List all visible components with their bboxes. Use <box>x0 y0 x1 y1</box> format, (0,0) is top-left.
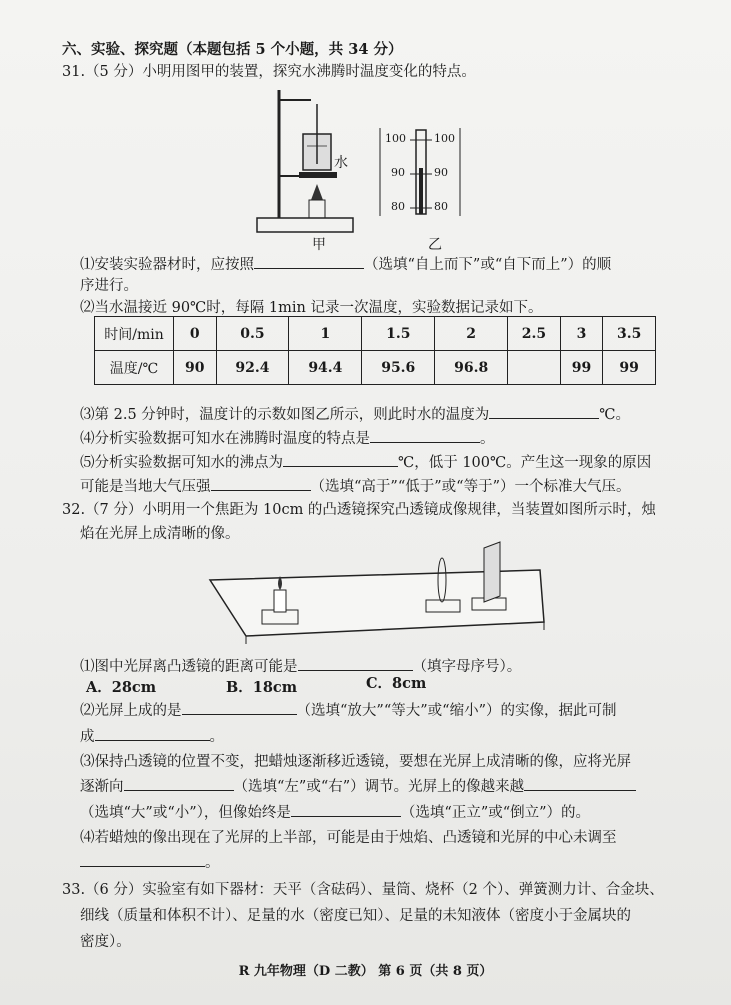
q31-p5: ⑸分析实验数据可知水的沸点为 ℃，低于 100℃。产生这一现象的原因 <box>80 452 651 473</box>
table-row-time: 时间/min 0 0.5 1 1.5 2 2.5 3 3.5 <box>95 317 656 351</box>
q31-p5-cont: 可能是当地大气压强 （选填“高于”“低于”或“等于”）一个标准大气压。 <box>80 476 630 497</box>
q32-p2-cont: 成 。 <box>80 726 224 747</box>
q32-p2-blank1[interactable] <box>182 700 297 715</box>
therm-tick-90-right: 90 <box>434 166 448 179</box>
q31-p5-blank2[interactable] <box>211 476 311 491</box>
q32-p3: ⑶保持凸透镜的位置不变，把蜡烛逐渐移近透镜，要想在光屏上成清晰的像，应将光屏 <box>80 754 631 770</box>
q31-title: 31.（5 分）小明用图甲的装置，探究水沸腾时温度变化的特点。 <box>62 64 476 80</box>
q31-p4: ⑷分析实验数据可知水在沸腾时温度的特点是 。 <box>80 428 495 449</box>
q31-p1-cont: 序进行。 <box>80 278 138 294</box>
q32-p1-blank[interactable] <box>298 656 413 671</box>
q31-p5-blank1[interactable] <box>283 452 398 467</box>
figure-yi-label: 乙 <box>428 237 442 253</box>
q32-p4-cont: 。 <box>80 852 220 873</box>
q32-p4: ⑷若蜡烛的像出现在了光屏的上半部，可能是由于烛焰、凸透镜和光屏的中心未调至 <box>80 830 617 846</box>
q31-p1: ⑴安装实验器材时，应按照 （选填“自上而下”或“自下而上”）的顺 <box>80 254 611 275</box>
q32-p3-cont1: 逐渐向 （选填“左”或“右”）调节。光屏上的像越来越 <box>80 776 636 797</box>
q32-p3-blank1[interactable] <box>124 776 234 791</box>
q32-title-b: 焰在光屏上成清晰的像。 <box>80 526 240 542</box>
q32-title-a: 32.（7 分）小明用一个焦距为 10cm 的凸透镜探究凸透镜成像规律，当装置如图所示时，烛 <box>62 502 656 518</box>
therm-tick-100-left: 100 <box>385 132 406 145</box>
empty-temp-cell[interactable] <box>508 351 561 385</box>
table-row-temp: 温度/℃ 90 92.4 94.4 95.6 96.8 99 99 <box>95 351 656 385</box>
q33-line1: 33.（6 分）实验室有如下器材：天平（含砝码）、量筒、烧杯（2 个）、弹簧测力计、合金块、 <box>62 882 664 898</box>
optical-bench-figure <box>200 540 552 644</box>
page-footer: R 九年物理（D 二教） 第 6 页（共 8 页） <box>238 964 493 979</box>
section-title: 六、实验、探究题（本题包括 5 个小题，共 34 分） <box>62 41 403 58</box>
q31-p4-blank[interactable] <box>370 428 480 443</box>
therm-tick-90-left: 90 <box>391 166 405 179</box>
q31-p2: ⑵当水温接近 90℃时，每隔 1min 记录一次温度，实验数据记录如下。 <box>80 300 543 316</box>
q32-p2-blank2[interactable] <box>95 726 210 741</box>
temperature-table <box>94 316 656 385</box>
therm-tick-100-right: 100 <box>434 132 455 145</box>
q32-p3-blank3[interactable] <box>291 802 401 817</box>
therm-tick-80-right: 80 <box>434 200 448 213</box>
q31-p3: ⑶第 2.5 分钟时，温度计的示数如图乙所示，则此时水的温度为 ℃。 <box>80 404 630 425</box>
q33-line2: 细线（质量和体积不计）、足量的水（密度已知）、足量的未知液体（密度小于金属块的 <box>80 908 631 924</box>
q32-p3-cont2: （选填“大”或“小”），但像始终是 （选填“正立”或“倒立”）的。 <box>80 802 590 823</box>
q32-p1: ⑴图中光屏离凸透镜的距离可能是 （填字母序号）。 <box>80 656 521 677</box>
q32-option-b: B．18cm <box>226 679 298 696</box>
q31-p3-blank[interactable] <box>489 404 599 419</box>
q32-p2: ⑵光屏上成的是 （选填“放大”“等大”或“缩小”）的实像，据此可制 <box>80 700 616 721</box>
q31-p1-blank[interactable] <box>254 254 364 269</box>
q33-line3: 密度）。 <box>80 934 131 950</box>
water-label: 水 <box>334 155 348 171</box>
q32-p4-blank[interactable] <box>80 852 205 867</box>
therm-tick-80-left: 80 <box>391 200 405 213</box>
q32-option-c: C．8cm <box>366 675 427 692</box>
q32-option-a: A．28cm <box>86 679 157 696</box>
q32-p3-blank2[interactable] <box>524 776 636 791</box>
figure-jia-label: 甲 <box>312 237 326 253</box>
